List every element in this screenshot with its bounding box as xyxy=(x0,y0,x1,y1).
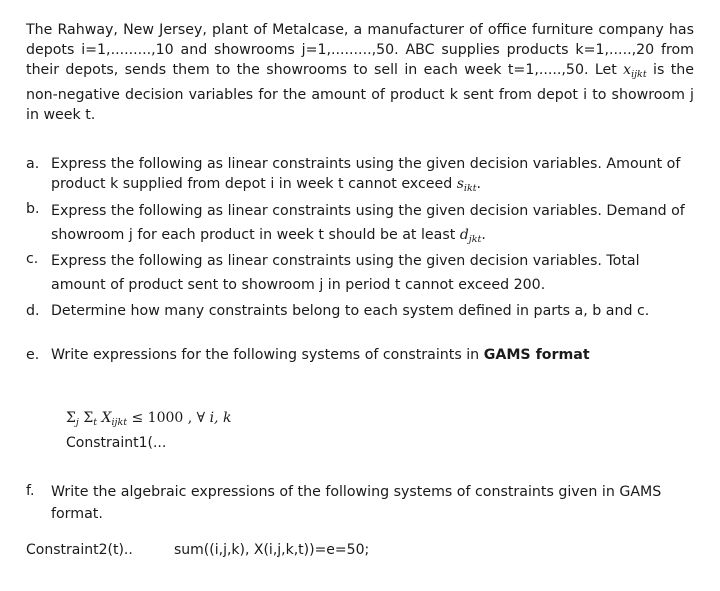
question-a-variable: $s_{ikt}$ xyxy=(456,176,477,194)
question-c-text: Express the following as linear constraints using the given decision variables. Total amount of product sent to showroom j in period t cannot exceed 200. xyxy=(51,253,640,293)
constraint2-label: Constraint2(t).. xyxy=(26,542,133,558)
question-e-bold: GAMS format xyxy=(483,347,590,363)
constraint-formula: $\Sigma_j$ $\Sigma_t$ $X_{ijkt} \le 1000$ , ∀ i, k xyxy=(66,410,232,428)
question-d-text: Determine how many constraints belong to each system defined in parts a, b and c. xyxy=(51,303,650,319)
question-c-marker: c. xyxy=(26,251,39,267)
problem-intro xyxy=(26,20,694,125)
question-f-marker: f. xyxy=(26,483,35,499)
document-page: The Rahway, New Jersey, plant of Metalcase, a manufacturer of office furniture company has depots i=1,.........,10 and showrooms j=1,.........,50. ABC supplies products k=1,.....,20 from their depots, sends them to the showrooms to sell in each week t=1,.....,50. Let $x_{ijkt}$ is the non-negative decision variables for the amount of product k sent from depot i to showroom j in week t. a. Express the following as linear constraints using the given decision variables. Amount of product k supplied from depot i in week t cannot exceed $s_{ikt}$. b. Express the following as linear constraints using the given decision variables. Demand of showroom j for each product in week t should be at least $d_{jkt}$. c. Express the following as linear constraints using the given decision variables. Total amount of product sent to showroom j in period t cannot exceed 200. d. Determine how many constraints belong to each system defined in parts a, b and c. e. Write expressions for the following systems of constraints in GAMS format f. Write the algebraic expressions of the following systems of constraints given in GAMS format. $\Sigma_j$ $\Sigma_t$ $X_{ijkt} \le 1000$ , ∀ i, k Constraint1(... Constraint2(t).. sum((i,j,k), X(i,j,k,t))=e=50; xyxy=(26,22,694,558)
constraint1-stub: Constraint1(... xyxy=(66,435,167,451)
question-f-text: Write the algebraic expressions of the following systems of constraints given in GAMS format. xyxy=(51,484,662,522)
question-a-text: Express the following as linear constraints using the given decision variables. Amount of product k supplied from depot i in week t cannot exceed xyxy=(51,156,681,192)
intro-variable: $x_{ijkt}$ xyxy=(623,62,647,80)
intro-text: The Rahway, New Jersey, plant of Metalcase, a manufacturer of office furniture company has depots i=1,.........,10 and showrooms j=1,.........,50. ABC supplies products k=1,.....,20 from their depots, sends them to the showrooms to sell in each week t=1,.....,50. Let xyxy=(26,22,694,78)
question-e-text: Write expressions for the following systems of constraints in xyxy=(51,347,480,363)
constraint2-expression: sum((i,j,k), X(i,j,k,t))=e=50; xyxy=(174,542,370,558)
question-b-variable: $d_{jkt}$ xyxy=(459,227,482,245)
question-a-marker: a. xyxy=(26,156,40,172)
question-e-marker: e. xyxy=(26,347,40,363)
question-b-text: Express the following as linear constraints using the given decision variables. Demand of showroom j for each product in week t should be at least xyxy=(51,203,685,243)
question-b-marker: b. xyxy=(26,201,40,217)
question-d-marker: d. xyxy=(26,303,40,319)
intro-text-after: is the non-negative decision variables for the amount of product k sent from depot i to showroom j in week t. xyxy=(26,62,694,123)
